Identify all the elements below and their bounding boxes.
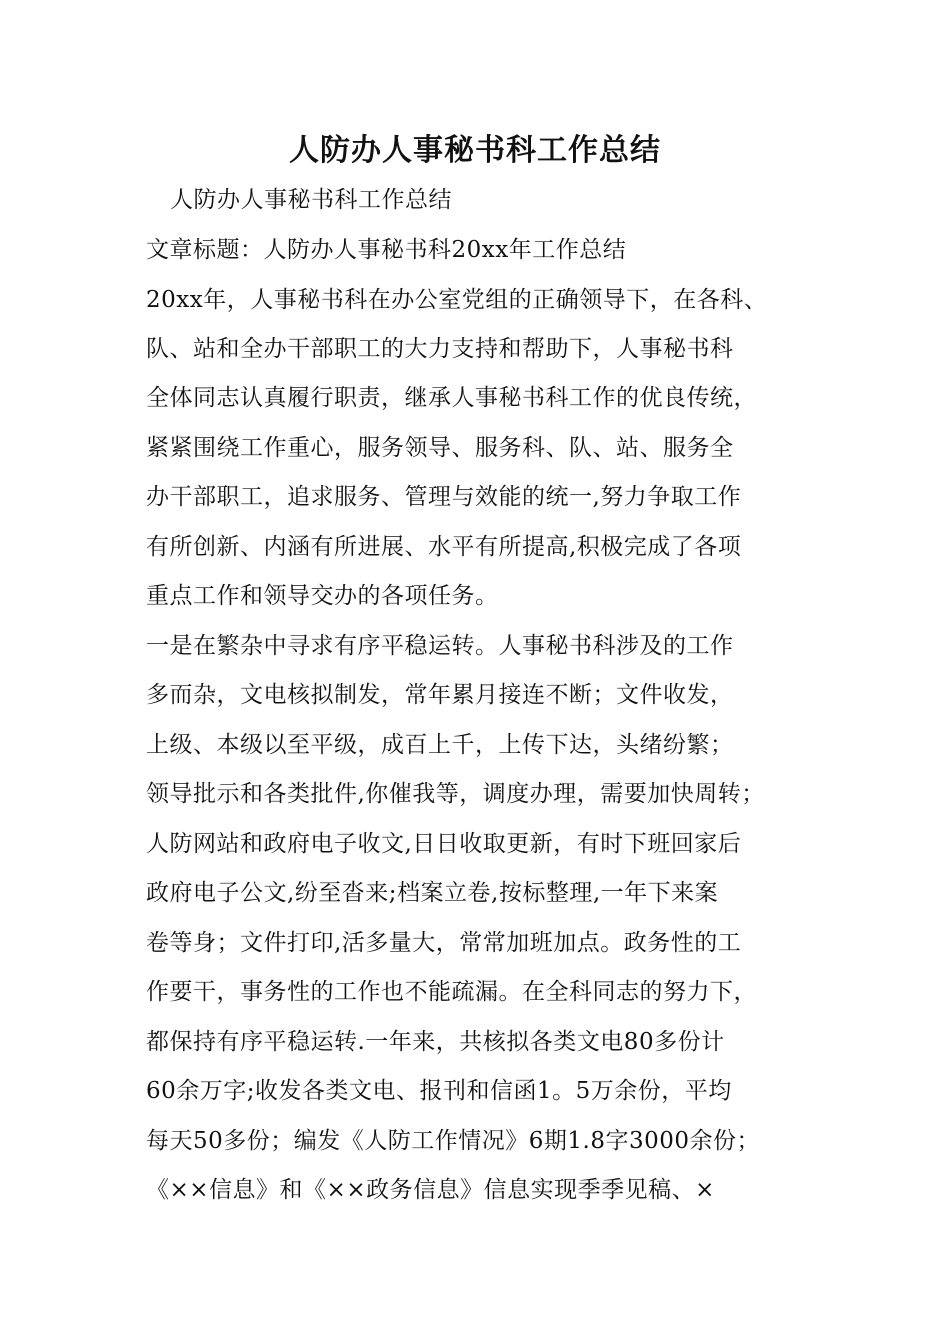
document-title: 人防办人事秘书科工作总结 [289, 133, 661, 168]
paragraph-line: 有所创新、内涵有所进展、水平有所提高,积极完成了各项 [146, 534, 742, 560]
paragraph-line: 紧紧围绕工作重心，服务领导、服务科、队、站、服务全 [146, 435, 734, 461]
paragraph-line: 重点工作和领导交办的各项任务。 [146, 583, 499, 609]
paragraph-line: 政府电子公文,纷至沓来;档案立卷,按标整理,一年下来案 [146, 880, 719, 906]
paragraph-line: 办干部职工，追求服务、管理与效能的统一,努力争取工作 [146, 484, 742, 510]
paragraph-line: 每天50多份；编发《人防工作情况》6期1.8字3000余份； [146, 1128, 761, 1154]
paragraph-line: 《××信息》和《××政务信息》信息实现季季见稿、× [146, 1177, 715, 1203]
article-title-line: 文章标题：人防办人事秘书科20xx年工作总结 [146, 237, 627, 263]
paragraph-line: 领导批示和各类批件,你催我等，调度办理，需要加快周转； [146, 781, 765, 807]
paragraph-line: 卷等身；文件打印,活多量大，常常加班加点。政务性的工 [146, 930, 742, 956]
subtitle-line: 人防办人事秘书科工作总结 [170, 187, 452, 213]
paragraph-line: 队、站和全办干部职工的大力支持和帮助下，人事秘书科 [146, 336, 734, 362]
paragraph-line: 60余万字;收发各类文电、报刊和信函1。5万余份，平均 [146, 1078, 732, 1104]
paragraph-line: 作要干，事务性的工作也不能疏漏。在全科同志的努力下， [146, 979, 757, 1005]
paragraph-line: 全体同志认真履行职责，继承人事秘书科工作的优良传统， [146, 385, 757, 411]
paragraph-line: 人防网站和政府电子收文,日日收取更新，有时下班回家后 [146, 831, 742, 857]
paragraph-line: 20xx年，人事秘书科在办公室党组的正确领导下，在各科、 [146, 287, 768, 313]
paragraph-line: 多而杂，文电核拟制发，常年累月接连不断；文件收发， [146, 682, 734, 708]
paragraph-line: 一是在繁杂中寻求有序平稳运转。人事秘书科涉及的工作 [146, 633, 734, 659]
paragraph-line: 上级、本级以至平级，成百上千，上传下达，头绪纷繁； [146, 732, 734, 758]
paragraph-line: 都保持有序平稳运转.一年来，共核拟各类文电80多份计 [146, 1029, 725, 1055]
